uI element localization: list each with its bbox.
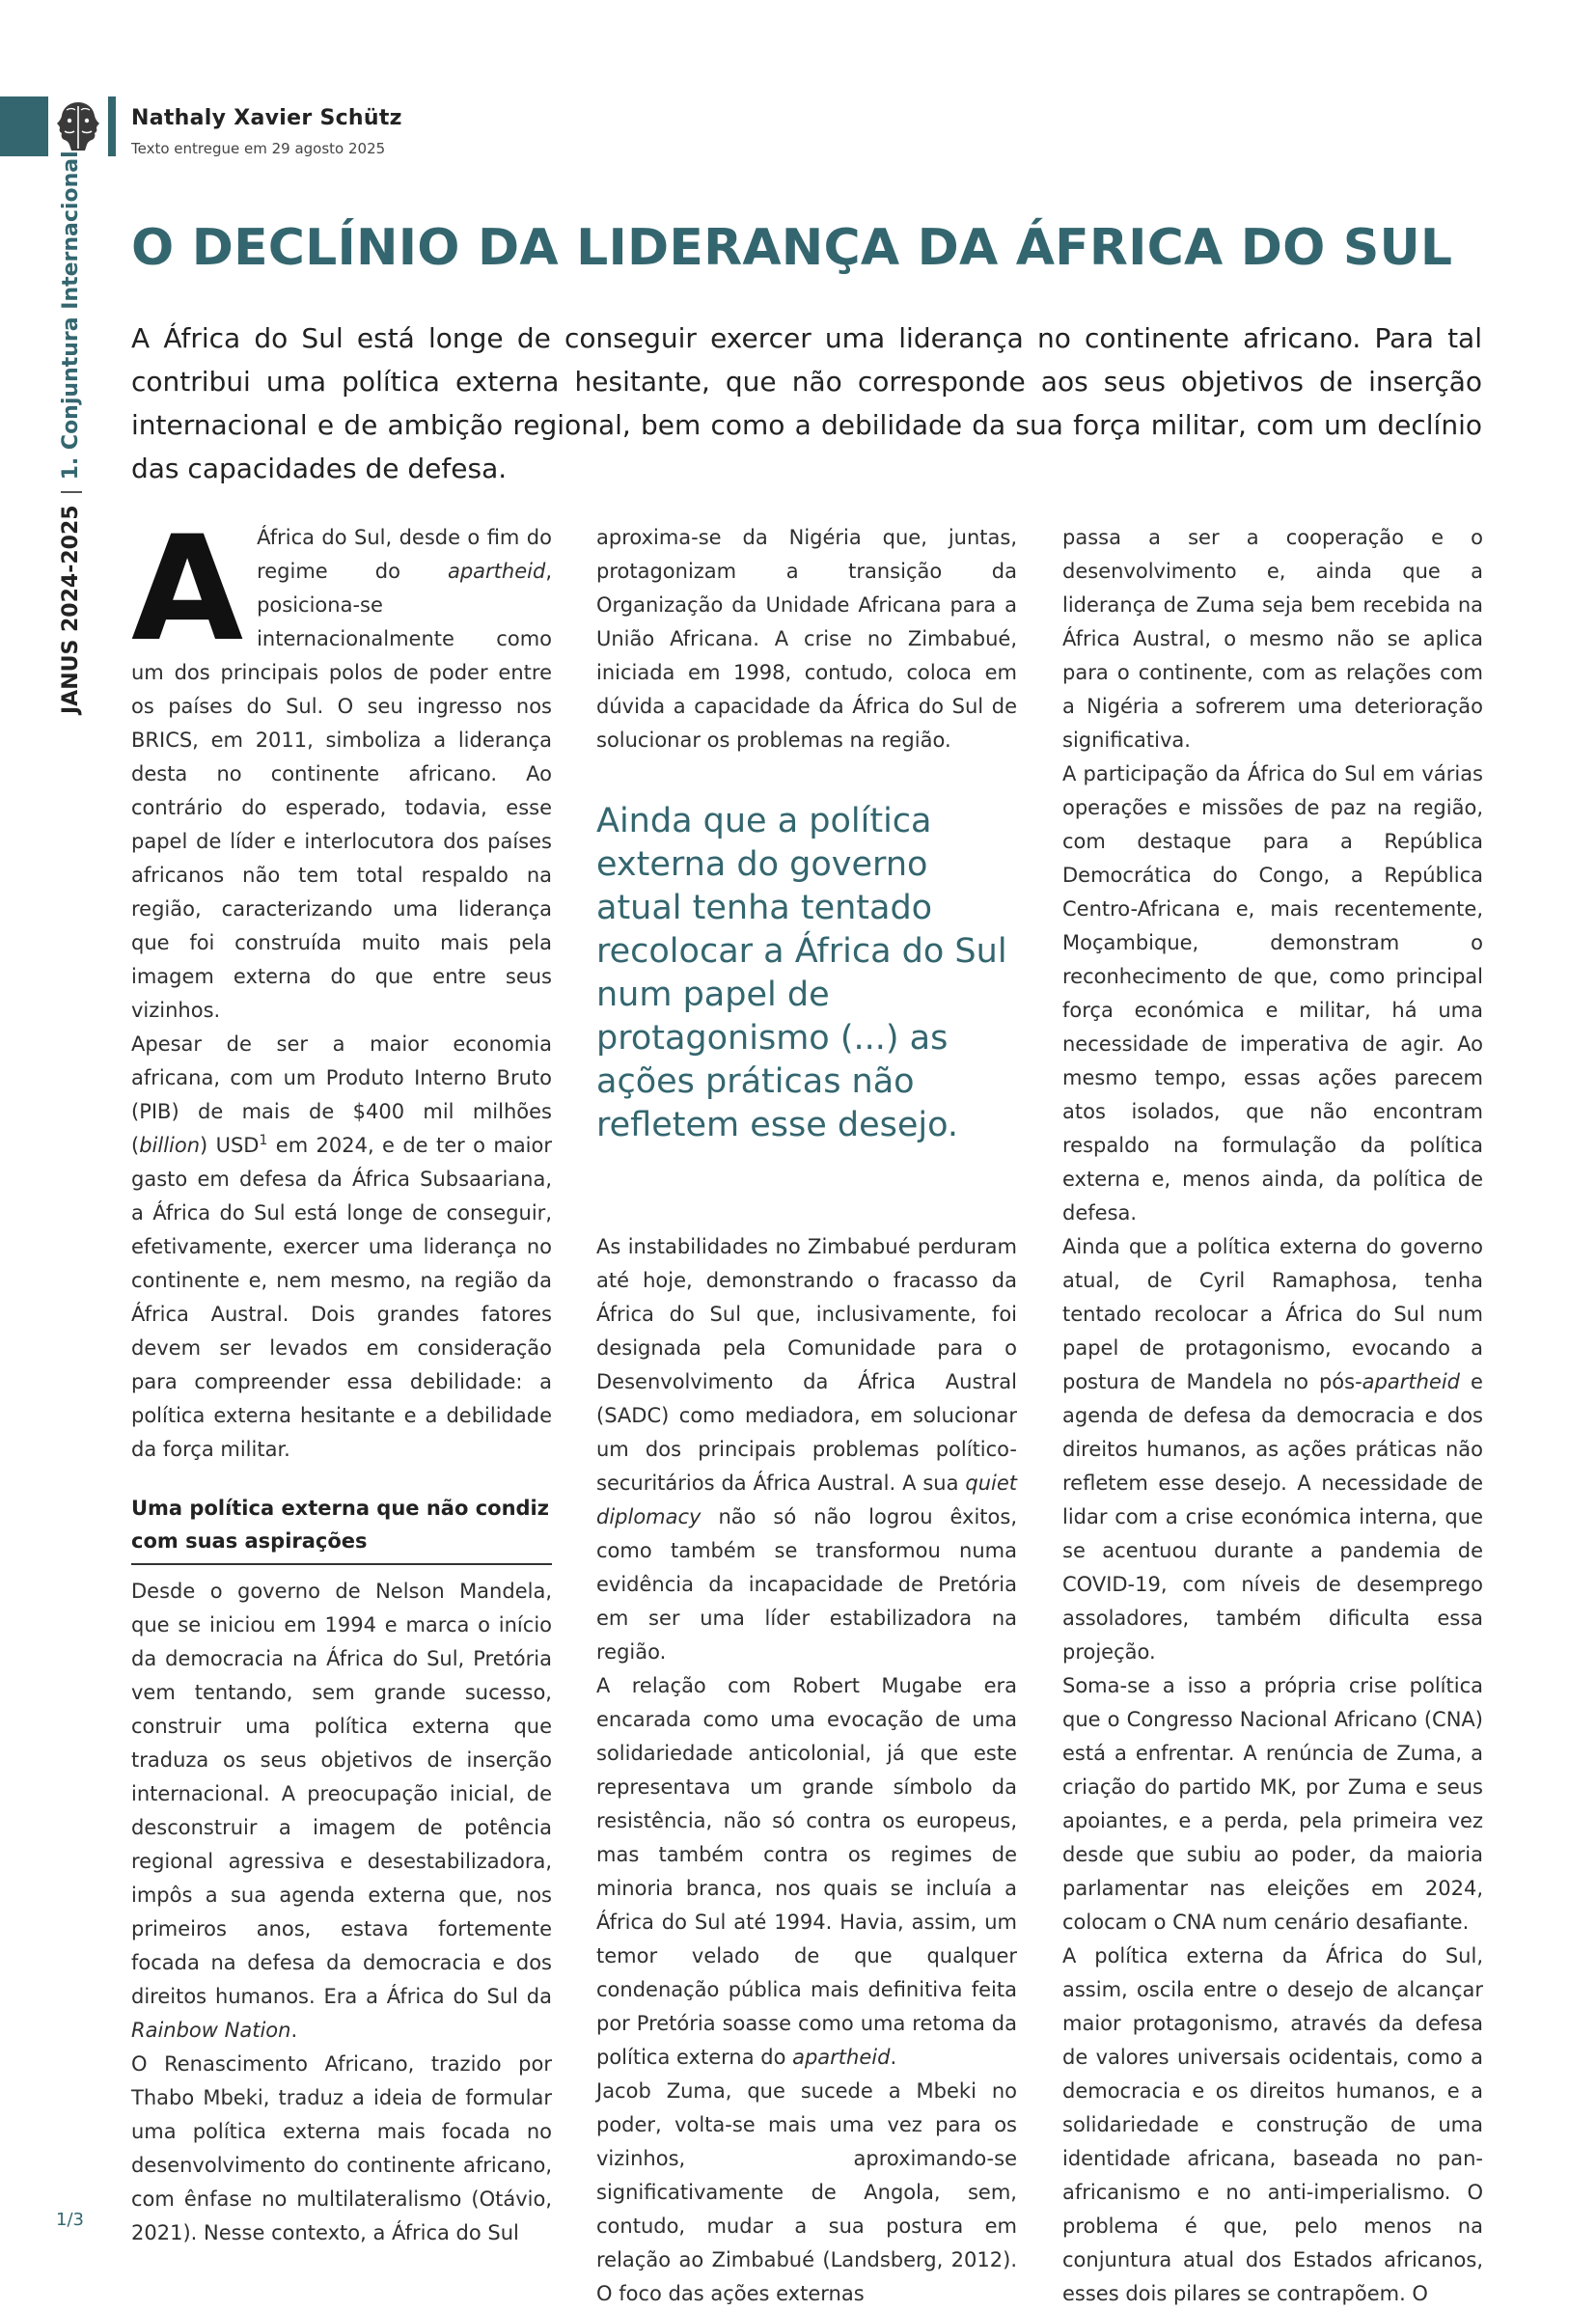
italic-term: apartheid [1362,1370,1461,1393]
text-run: , posiciona-se internacionalmente como um dos principais polos de poder entre os países do Sul. O seu ingresso nos BRICS, em 2011, simboliza a liderança desta no continente africano. Ao contrário do esperado, todavia, esse papel de líder e interlocutora dos países africanos não tem total respaldo na região, caracterizando uma liderança que foi construída muito mais pela imagem externa do que entre seus vizinhos. [131,560,552,1022]
paragraph [131,1575,552,2048]
text-run: África do Sul, desde o fim do regime do [257,526,552,583]
text-run: As instabilidades no Zimbabué perduram até hoje, demonstrando o fracasso da África do Sul que, inclusivamente, foi designada pela Comunidade para o Desenvolvimento da África Austral (SADC) como mediadora, em solucionar um dos principais problemas político-securitários da África Austral. A sua [596,1235,1017,1495]
vertical-section-label [54,151,89,714]
article-title: O DECLÍNIO DA LIDERANÇA DA ÁFRICA DO SUL [131,218,1453,277]
paragraph [596,1230,1017,1669]
italic-term: apartheid [447,560,546,583]
text-run: . [890,2046,897,2069]
page-number: 1/3 [56,2210,84,2230]
paragraph: Jacob Zuma, que sucede a Mbeki no poder, volta-se mais uma vez para os vizinhos, aproximando-se significativamente de Angola, sem, contudo, mudar a sua postura em relação ao Zimbabué (Landsberg, 2012). O foco das ações externas [596,2079,1017,2305]
text-run: em 2024, e de ter o maior gasto em defesa da África Subsaariana, a África do Sul está longe de conseguir, efetivamente, exercer uma liderança no continente e, nem mesmo, na região da África Austral. Dois grandes fatores devem ser levados em consideração para compreender essa debilidade: a política externa hesitante e a debilidade da força militar. [131,1134,552,1461]
paragraph [131,1028,552,1467]
paragraph: Soma-se a isso a própria crise política que o Congresso Nacional Africano (CNA) está a enfrentar. A renúncia de Zuma, a criação do partido MK, por Zuma e seus apoiantes, e a perda, pela primeira vez desde que subiu ao poder, da maioria parlamentar nas eleições em 2024, colocam o CNA num cenário desafiante. [1062,1674,1483,1934]
delivery-date: Texto entregue em 29 agosto 2025 [131,140,386,157]
paragraph [596,1669,1017,2075]
text-column-3 [1062,521,1483,2311]
janus-logo [48,96,108,156]
article-lede: A África do Sul está longe de conseguir exercer uma liderança no continente africano. Para tal contribui uma política externa hesitante, que não corresponde aos seus objetivos de inserção internacional e de ambição regional, bem como a debilidade da sua força militar, com um declínio das capacidades de defesa. [131,322,1482,484]
journal-edition: JANUS 2024-2025 [59,505,83,714]
footnote-marker[interactable]: 1 [259,1133,268,1148]
drop-cap: A [131,506,244,674]
paragraph: passa a ser a cooperação e o desenvolvimento e, ainda que a liderança de Zuma seja bem recebida na África Austral, o mesmo não se aplica para o continente, com as relações com a Nigéria a sofrerem uma deterioração significativa. [1062,526,1483,752]
text-column-1 [131,506,552,2250]
text-run: A relação com Robert Mugabe era encarada como uma evocação de uma solidariedade anticolonial, já que este representava um grande símbolo da resistência, não só contra os europeus, mas também contra os regimes de minoria branca, nos quais se incluía a África do Sul até 1994. Havia, assim, um temor velado de que qualquer condenação pública mais definitiva feita por Pretória soasse como uma retoma da política externa do [596,1674,1017,2069]
section-name: 1. Conjuntura Internacional [59,151,83,481]
author-name: Nathaly Xavier Schütz [131,106,402,130]
janus-faces-logo-icon [48,96,108,156]
text-run: Apesar de ser a maior economia africana, com um Produto Interno Bruto (PIB) de mais de $400 mil milhões ( [131,1032,552,1157]
text-run: e agenda de defesa da democracia e dos direitos humanos, as ações práticas não refletem esse desejo. A necessidade de lidar com a crise económica interna, que se acentuou durante a pandemia de COVID-19, com níveis de desemprego assoladores, também dificulta essa projeção. [1062,1370,1483,1664]
italic-term: billion [139,1134,201,1157]
section-subheading: Uma política externa que não condiz com suas aspirações [131,1492,552,1565]
italic-term: apartheid [792,2046,891,2069]
paragraph: O Renascimento Africano, trazido por Thabo Mbeki, traduz a ideia de formular uma política externa mais focada no desenvolvimento do continente africano, com ênfase no multilateralismo (Otávio, 2021). Nesse contexto, a África do Sul [131,2052,552,2244]
pull-quote: Ainda que a política externa do governo atual tenha tentado recolocar a África do Sul num papel de protagonismo (...) as ações práticas não refletem esse desejo. [596,802,1007,1144]
italic-term: quiet diplomacy [596,1472,1017,1528]
paragraph: A política externa da África do Sul, assim, oscila entre o desejo de alcançar maior protagonismo, através da defesa de valores universais ocidentais, como a democracia e os direitos humanos, e a solidariedade e construção de uma identidade africana, baseada no pan-africanismo e no anti-imperialismo. O problema é que, pelo menos na conjuntura atual dos Estados africanos, esses dois pilares se contrapõem. O [1062,1944,1483,2305]
text-run: ) USD [200,1134,260,1157]
paragraph [131,506,552,1028]
paragraph: aproxima-se da Nigéria que, juntas, protagonizam a transição da Organização da Unidade Africana para a União Africana. A crise no Zimbabué, iniciada em 1998, contudo, coloca em dúvida a capacidade da África do Sul de solucionar os problemas na região. [596,526,1017,752]
label-divider [61,491,82,493]
text-run: Ainda que a política externa do governo atual, de Cyril Ramaphosa, tenha tentado recolocar a África do Sul num papel de protagonismo, evocando a postura de Mandela no pós- [1062,1235,1483,1393]
italic-term: Rainbow Nation [131,2019,291,2042]
paragraph: A participação da África do Sul em várias operações e missões de paz na região, com destaque para a República Democrática do Congo, a República Centro-Africana e, mais recentemente, Moçambique, demonstram o reconhecimento de que, como principal força económica e militar, há uma necessidade de imperativa de agir. Ao mesmo tempo, essas ações parecem atos isolados, que não encontram respaldo na formulação da política externa e, menos ainda, da política de defesa. [1062,762,1483,1224]
paragraph [1062,1230,1483,1669]
text-run: Desde o governo de Nelson Mandela, que se iniciou em 1994 e marca o início da democracia na África do Sul, Pretória vem tentando, sem grande sucesso, construir uma política externa que traduza os seus objetivos de inserção internacional. A preocupação inicial, de desconstruir a imagem de potência regional agressiva e desestabilizadora, impôs a sua agenda externa que, nos primeiros anos, estava fortemente focada na defesa da democracia e dos direitos humanos. Era a África do Sul da [131,1580,552,2008]
text-column-2 [596,521,1017,2311]
text-run: não só não logrou êxitos, como também se transformou numa evidência da incapacidade de Pretória em ser uma líder estabilizadora na região. [596,1505,1017,1664]
text-run: . [290,2019,298,2042]
